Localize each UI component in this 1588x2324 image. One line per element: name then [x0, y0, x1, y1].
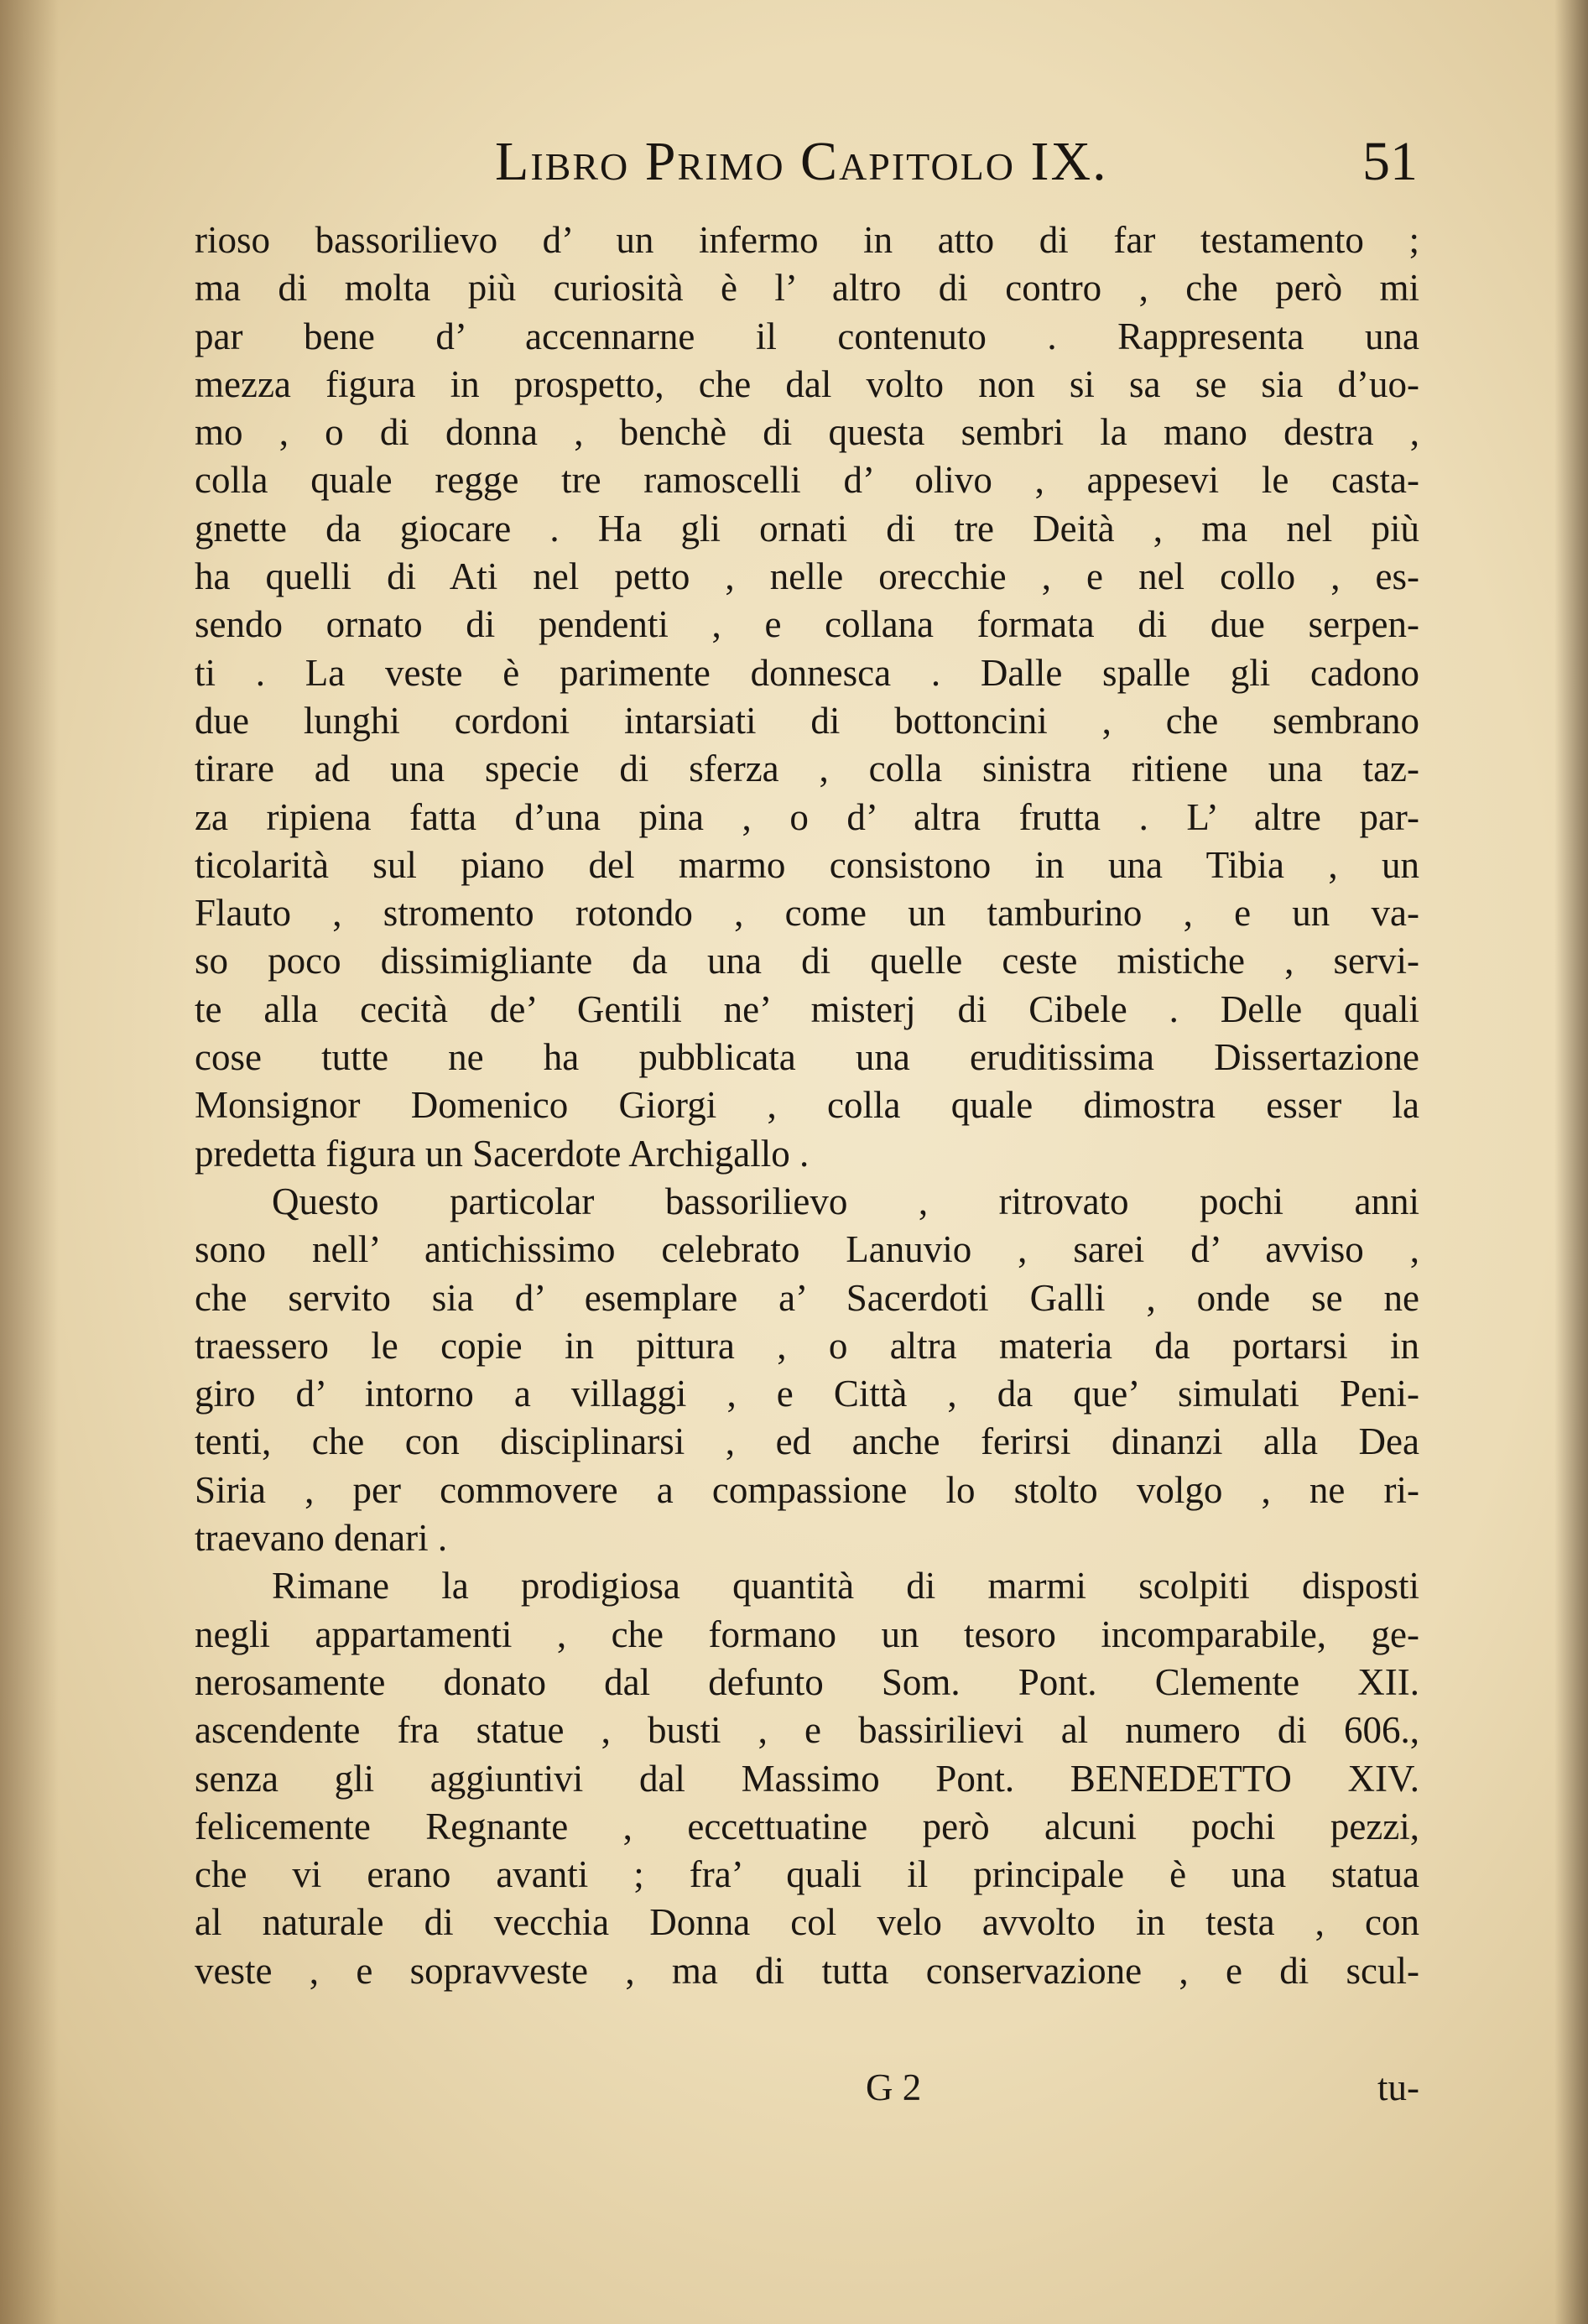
text-line: za ripiena fatta d’una pina , o d’ altra frutta . L’ altre par-: [195, 795, 1419, 838]
text-line: ascendente fra statue , busti , e bassirilievi al numero di 606.,: [195, 1709, 1419, 1752]
paragraph-start-line: Rimane la prodigiosa quantità di marmi scolpiti disposti: [272, 1565, 1419, 1608]
text-line: colla quale regge tre ramoscelli d’ olivo , appesevi le casta-: [195, 459, 1419, 502]
text-line: sono nell’ antichissimo celebrato Lanuvio , sarei d’ avviso ,: [195, 1228, 1419, 1271]
text-line: traevano denari .: [195, 1517, 448, 1560]
running-head: [495, 130, 1418, 206]
catchword: tu-: [1377, 2066, 1419, 2108]
text-line: ha quelli di Ati nel petto , nelle orecchie , e nel collo , es-: [195, 555, 1419, 598]
text-line: mezza figura in prospetto, che dal volto non si sa se sia d’uo-: [195, 362, 1419, 405]
text-line: ticolarità sul piano del marmo consistono in una Tibia , un: [195, 843, 1419, 886]
text-line: felicemente Regnante , eccettuatine però alcuni pochi pezzi,: [195, 1805, 1419, 1847]
body-text: [195, 216, 1419, 1995]
text-line: che servito sia d’ esemplare a’ Sacerdoti Galli , onde se ne: [195, 1276, 1419, 1319]
paragraph-start-line: Questo particolar bassorilievo , ritrovato pochi anni: [272, 1180, 1419, 1222]
text-line: so poco dissimigliante da una di quelle ceste mistiche , servi-: [195, 940, 1419, 982]
text-line: te alla cecità de’ Gentili ne’ misterj di Cibele . Delle quali: [195, 987, 1419, 1030]
signature-mark: G 2: [866, 2066, 922, 2108]
text-line: che vi erano avanti ; fra’ quali il principale è una statua: [195, 1853, 1419, 1896]
text-line: veste , e sopravveste , ma di tutta conservazione , e di scul-: [195, 1949, 1419, 1992]
text-line: al naturale di vecchia Donna col velo avvolto in testa , con: [195, 1901, 1419, 1944]
text-line: par bene d’ accennarne il contenuto . Rappresenta una: [195, 315, 1419, 357]
running-title: Libro Primo Capitolo IX.: [495, 131, 1108, 192]
text-line: nerosamente donato dal defunto Som. Pont. Clemente XII.: [195, 1660, 1419, 1703]
page-footer: [195, 2066, 1419, 2116]
text-line: ti . La veste è parimente donnesca . Dalle spalle gli cadono: [195, 651, 1419, 694]
text-line: due lunghi cordoni intarsiati di bottoncini , che sembrano: [195, 699, 1419, 742]
text-line: senza gli aggiuntivi dal Massimo Pont. BENEDETTO XIV.: [195, 1757, 1419, 1800]
text-line: negli appartamenti , che formano un tesoro incomparabile, ge-: [195, 1613, 1419, 1655]
text-line: cose tutte ne ha pubblicata una eruditissima Dissertazione: [195, 1036, 1419, 1079]
text-line: Siria , per commovere a compassione lo stolto volgo , ne ri-: [195, 1468, 1419, 1511]
page-number: 51: [1362, 131, 1418, 192]
text-line: ma di molta più curiosità è l’ altro di contro , che però mi: [195, 267, 1419, 310]
text-line: tirare ad una specie di sferza , colla sinistra ritiene una taz-: [195, 748, 1419, 790]
text-line: gnette da giocare . Ha gli ornati di tre Deità , ma nel più: [195, 507, 1419, 550]
text-line: traessero le copie in pittura , o altra materia da portarsi in: [195, 1324, 1419, 1367]
text-line: tenti, che con disciplinarsi , ed anche ferirsi dinanzi alla Dea: [195, 1420, 1419, 1463]
text-line: Flauto , stromento rotondo , come un tamburino , e un va-: [195, 892, 1419, 935]
text-line: rioso bassorilievo d’ un infermo in atto di far testamento ;: [195, 219, 1419, 261]
text-line: giro d’ intorno a villaggi , e Città , da que’ simulati Peni-: [195, 1373, 1419, 1415]
text-line: predetta figura un Sacerdote Archigallo .: [195, 1132, 810, 1175]
text-line: sendo ornato di pendenti , e collana formata di due serpen-: [195, 603, 1419, 646]
text-line: mo , o di donna , benchè di questa sembri la mano destra ,: [195, 411, 1419, 454]
text-line: Monsignor Domenico Giorgi , colla quale dimostra esser la: [195, 1084, 1419, 1127]
